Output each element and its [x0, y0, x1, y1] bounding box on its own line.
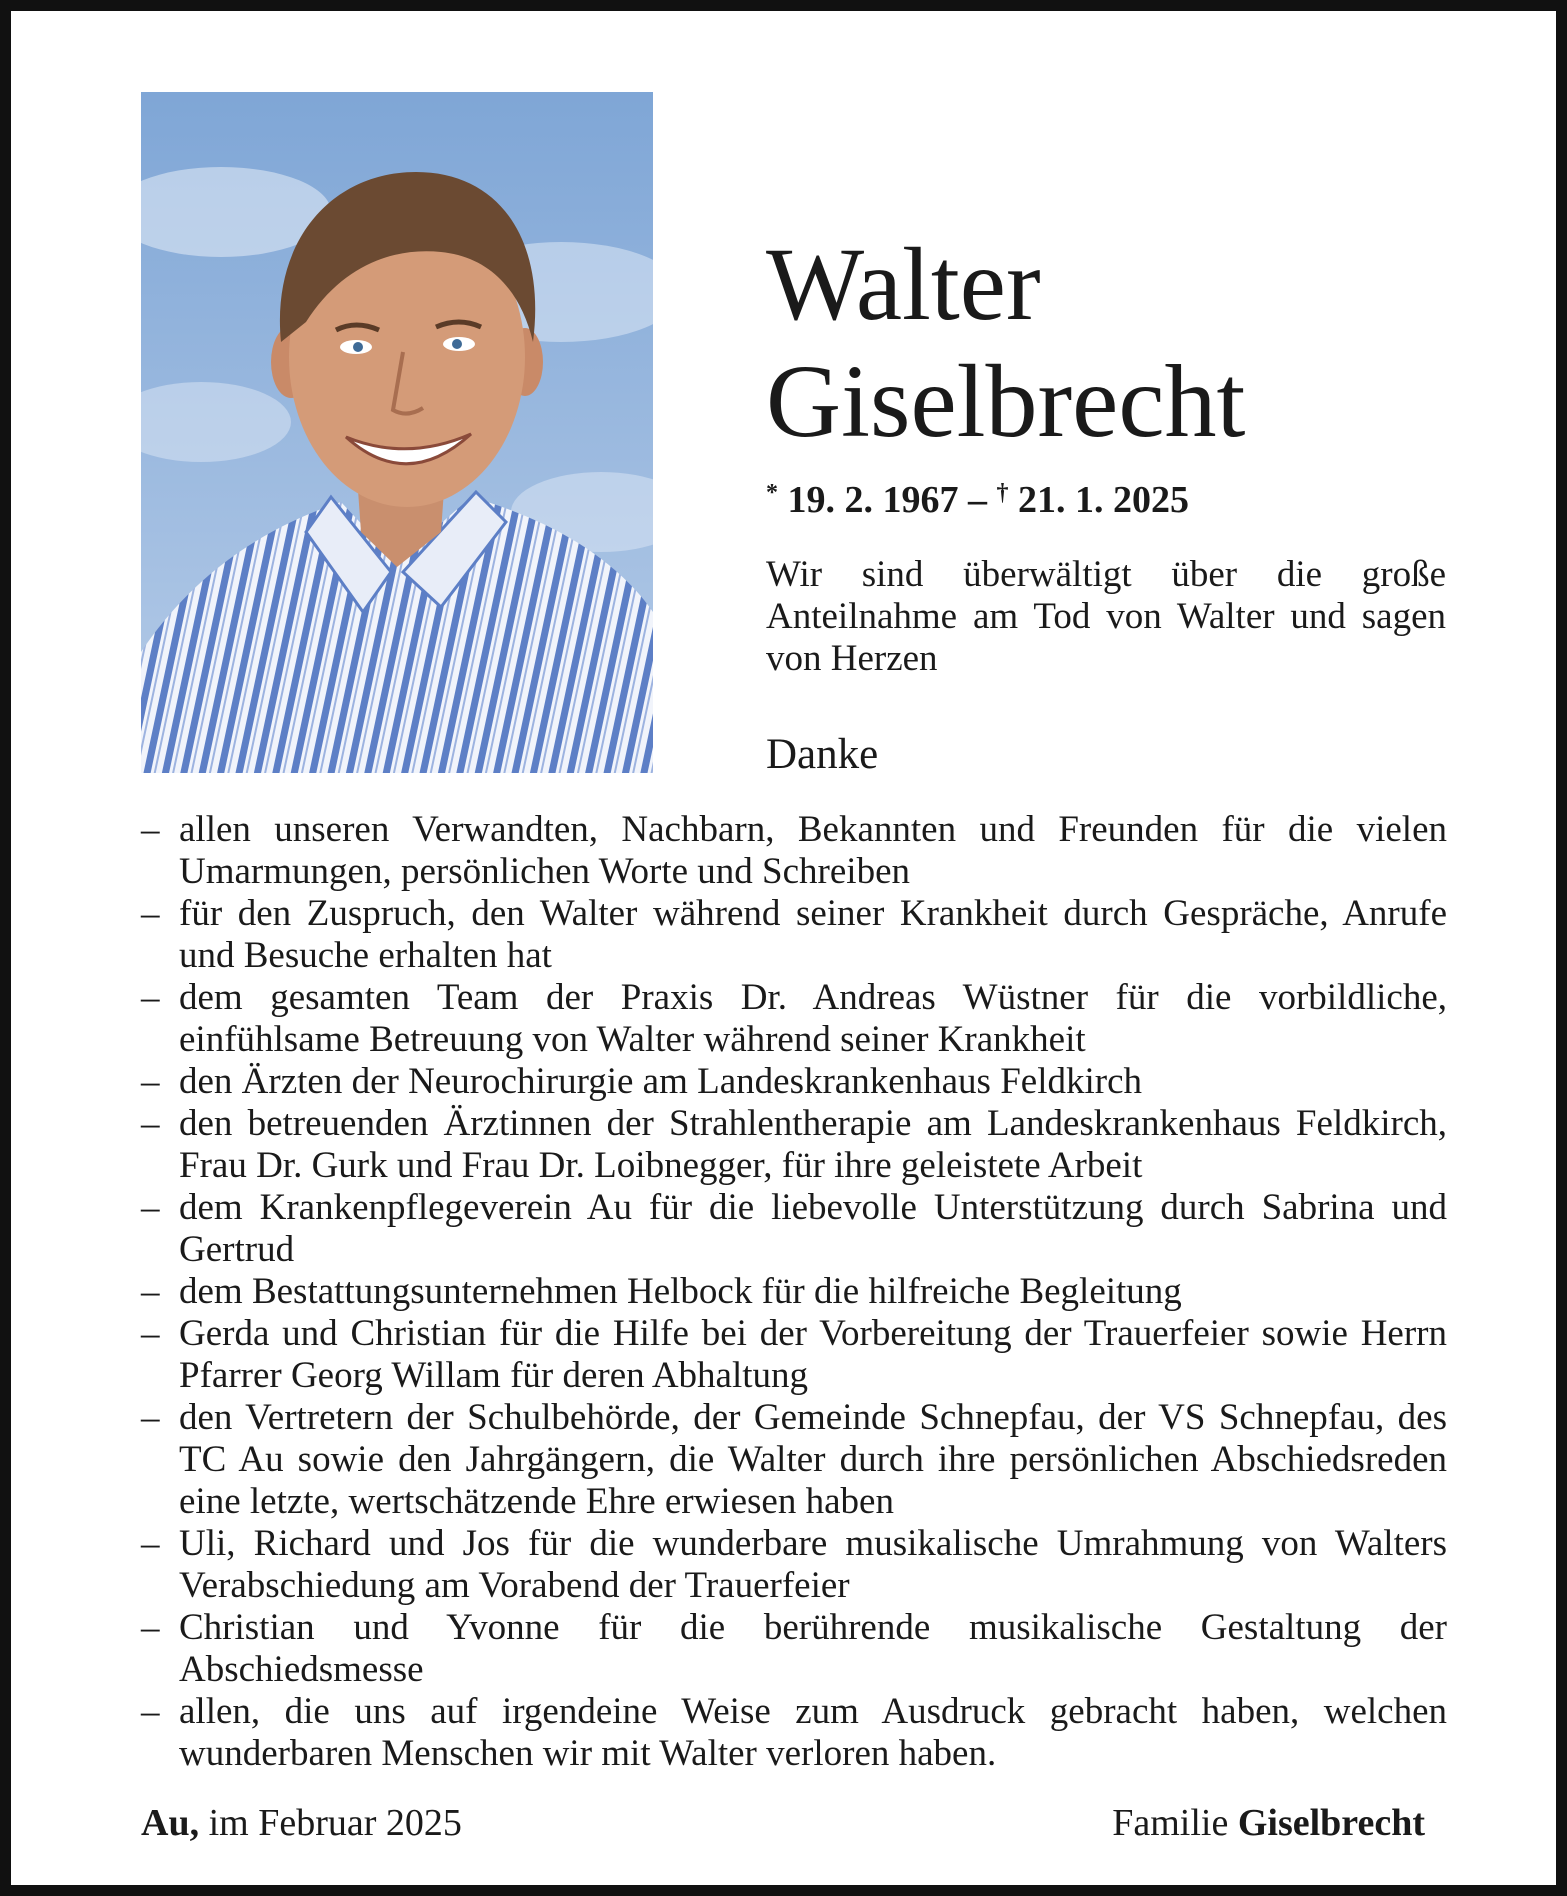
list-item-text: den Vertretern der Schulbehörde, der Gemeinde Schnepfau, der VS Schnepfau, des TC Au sowie den Jahrgängern, die Walter durch ihre persönlichen Abschiedsreden eine letzte, wertschätzende Ehre erwiesen haben: [179, 1397, 1447, 1522]
list-item: [141, 1187, 1447, 1271]
list-item-text: dem Krankenpflegeverein Au für die liebevolle Unterstützung durch Sabrina und Gertrud: [179, 1187, 1447, 1270]
list-item: [141, 1523, 1447, 1607]
life-dates: [766, 471, 1189, 522]
list-item: [141, 1607, 1447, 1691]
death-symbol: †: [996, 480, 1009, 506]
list-dash: –: [141, 1397, 160, 1438]
deceased-name: [766, 226, 1245, 460]
list-item: [141, 1061, 1447, 1103]
birth-date: 19. 2. 1967: [787, 479, 959, 521]
list-dash: –: [141, 809, 160, 850]
list-item-text: Uli, Richard und Jos für die wunderbare musikalische Umrahmung von Walters Verabschiedung am Vorabend der Trauerfeier: [179, 1523, 1447, 1606]
death-date: 21. 1. 2025: [1018, 479, 1189, 521]
list-item-text: allen unseren Verwandten, Nachbarn, Bekannten und Freunden für die vielen Umarmungen, persönlichen Worte und Schreiben: [179, 809, 1447, 892]
list-dash: –: [141, 1691, 160, 1732]
family-name: Giselbrecht: [1237, 1802, 1425, 1844]
list-dash: –: [141, 977, 160, 1018]
family-prefix: Familie: [1112, 1802, 1229, 1844]
list-dash: –: [141, 1103, 160, 1144]
list-dash: –: [141, 1187, 160, 1228]
birth-symbol: *: [766, 480, 778, 506]
portrait-image: [141, 92, 653, 773]
list-item-text: dem gesamten Team der Praxis Dr. Andreas Wüstner für die vorbildliche, einfühlsame Betreuung von Walter während seiner Krankheit: [179, 977, 1447, 1060]
list-item-text: den betreuenden Ärztinnen der Strahlentherapie am Landeskrankenhaus Feldkirch, Frau Dr. Gurk und Frau Dr. Loibnegger, für ihre geleistete Arbeit: [179, 1103, 1447, 1186]
list-dash: –: [141, 893, 160, 934]
list-item-text: den Ärzten der Neurochirurgie am Landeskrankenhaus Feldkirch: [179, 1061, 1143, 1102]
danke-heading: Danke: [766, 731, 879, 778]
list-item-text: dem Bestattungsunternehmen Helbock für die hilfreiche Begleitung: [179, 1271, 1182, 1312]
last-name: Giselbrecht: [766, 344, 1246, 459]
list-item-text: für den Zuspruch, den Walter während seiner Krankheit durch Gespräche, Anrufe und Besuche erhalten hat: [179, 893, 1447, 976]
notice-date: im Februar 2025: [208, 1802, 462, 1844]
list-item: [141, 809, 1447, 893]
list-item: [141, 1103, 1447, 1187]
list-item: [141, 893, 1447, 977]
list-dash: –: [141, 1607, 160, 1648]
list-item-text: Christian und Yvonne für die berührende musikalische Gestaltung der Abschiedsmesse: [179, 1607, 1447, 1690]
family-signature: [1112, 1801, 1425, 1845]
list-dash: –: [141, 1271, 160, 1312]
list-dash: –: [141, 1061, 160, 1102]
list-item-text: allen, die uns auf irgendeine Weise zum Ausdruck gebracht haben, welchen wunderbaren Menschen wir mit Walter verloren haben.: [179, 1691, 1447, 1774]
place: Au,: [141, 1802, 200, 1844]
thanks-list: [141, 809, 1447, 1775]
place-date: [141, 1801, 462, 1845]
list-item: [141, 1691, 1447, 1775]
list-item: [141, 1313, 1447, 1397]
date-separator: –: [968, 479, 987, 521]
list-item-text: Gerda und Christian für die Hilfe bei der Vorbereitung der Trauerfeier sowie Herrn Pfarrer Georg Willam für deren Abhaltung: [179, 1313, 1447, 1396]
list-item: [141, 1397, 1447, 1523]
intro-text: Wir sind überwältigt über die große Anteilnahme am Tod von Walter und sagen von Herzen: [766, 554, 1446, 679]
first-name: Walter: [766, 227, 1041, 342]
list-dash: –: [141, 1523, 160, 1564]
list-item: [141, 977, 1447, 1061]
list-item: [141, 1271, 1447, 1313]
list-dash: –: [141, 1313, 160, 1354]
portrait-photo: [141, 92, 653, 773]
